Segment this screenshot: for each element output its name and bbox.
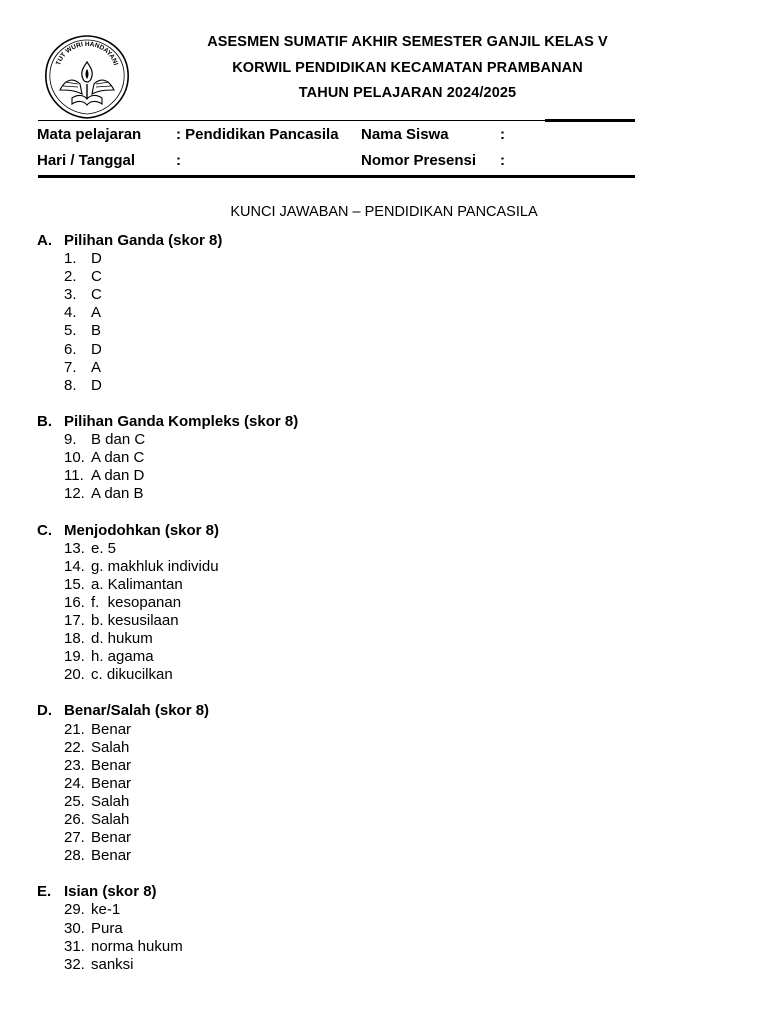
question-number: 1.	[64, 250, 77, 268]
question-number: 14.	[64, 557, 85, 575]
answer-item	[37, 630, 637, 648]
answer-text: e. 5	[91, 539, 117, 557]
section-letter: B.	[37, 412, 52, 430]
student-name-value: :	[500, 126, 505, 143]
answer-text: Benar	[91, 829, 132, 847]
answer-text: Salah	[91, 811, 130, 828]
answer-item	[37, 286, 637, 304]
section-title: Isian (skor 8)	[64, 883, 157, 901]
answer-text: C	[91, 268, 102, 286]
answer-item	[37, 739, 637, 757]
answer-text: norma hukum	[91, 937, 183, 955]
answer-text: ke-1	[91, 901, 121, 919]
answer-item	[37, 467, 637, 485]
header-title-line3: TAHUN PELAJARAN 2024/2025	[298, 85, 517, 101]
section-a	[37, 232, 637, 395]
answer-text: sanksi	[91, 955, 134, 973]
section-letter: E.	[37, 883, 52, 901]
answer-item	[37, 775, 637, 793]
answer-item	[37, 920, 637, 938]
question-number: 22.	[64, 738, 85, 756]
answer-text: B dan C	[91, 431, 146, 449]
section-letter: C.	[37, 521, 52, 539]
section-title: Pilihan Ganda (skor 8)	[64, 232, 223, 249]
header-divider-bottom	[38, 175, 635, 178]
answer-text: D	[91, 340, 102, 358]
answer-text: a. Kalimantan	[91, 575, 183, 593]
answer-text: g. makhluk individu	[91, 557, 219, 575]
answer-item	[37, 576, 637, 594]
question-number: 11.	[64, 467, 84, 485]
answer-text: f. kesopanan	[91, 593, 182, 611]
section-heading	[37, 702, 637, 720]
answer-text: Salah	[91, 738, 130, 756]
section-heading	[37, 232, 637, 250]
svg-text:TUT WURI HANDAYANI: TUT WURI HANDAYANI	[55, 40, 119, 67]
question-number: 19.	[64, 648, 85, 666]
question-number: 15.	[64, 575, 85, 593]
answer-item	[37, 268, 637, 286]
section-heading	[37, 413, 637, 431]
answer-item	[37, 612, 637, 630]
answer-text: h. agama	[91, 648, 154, 666]
question-number: 10.	[64, 449, 85, 467]
question-number: 12.	[64, 485, 85, 503]
question-number: 9.	[64, 431, 77, 449]
answer-item	[37, 449, 637, 467]
question-number: 3.	[64, 286, 77, 304]
section-title: Menjodohkan (skor 8)	[64, 521, 220, 539]
answer-item	[37, 901, 637, 919]
question-number: 27.	[64, 829, 85, 847]
question-number: 13.	[64, 539, 85, 557]
answer-text: d. hukum	[91, 630, 153, 648]
student-name-label: Nama Siswa	[361, 126, 449, 143]
section-title: Benar/Salah (skor 8)	[64, 702, 210, 720]
question-number: 32.	[64, 955, 85, 973]
answer-text: Benar	[91, 847, 132, 865]
answer-key-list	[37, 232, 637, 974]
answer-item	[37, 250, 637, 268]
date-value: :	[176, 152, 181, 169]
question-number: 5.	[64, 322, 77, 340]
answer-item	[37, 359, 637, 377]
question-number: 28.	[64, 847, 85, 865]
answer-item	[37, 793, 637, 811]
answer-text: C	[91, 286, 102, 304]
answer-text: A dan D	[91, 467, 145, 485]
answer-item	[37, 341, 637, 359]
question-number: 26.	[64, 811, 85, 828]
answer-item	[37, 721, 637, 739]
tut-wuri-handayani-logo	[42, 32, 132, 122]
question-number: 25.	[64, 792, 85, 810]
answer-item	[37, 485, 637, 503]
answer-text: Benar	[91, 774, 132, 792]
answer-item	[37, 956, 637, 974]
header-divider-top-accent	[545, 119, 635, 122]
question-number: 18.	[64, 630, 85, 648]
header-title-line2: KORWIL PENDIDIKAN KECAMATAN PRAMBANAN	[232, 60, 583, 76]
question-number: 2.	[64, 268, 77, 286]
answer-text: b. kesusilaan	[91, 611, 179, 629]
question-number: 7.	[64, 358, 77, 376]
answer-key-title: KUNCI JAWABAN – PENDIDIKAN PANCASILA	[230, 204, 538, 220]
answer-text: Benar	[91, 720, 132, 738]
question-number: 21.	[64, 720, 85, 738]
answer-text: D	[91, 250, 102, 268]
question-number: 17.	[64, 611, 85, 629]
subject-value: : Pendidikan Pancasila	[176, 126, 339, 143]
answer-text: Benar	[91, 756, 132, 774]
answer-text: c. dikucilkan	[91, 666, 173, 684]
section-c	[37, 522, 637, 685]
answer-text: A dan B	[91, 485, 144, 503]
header-title-line1: ASESMEN SUMATIF AKHIR SEMESTER GANJIL KELAS V	[207, 34, 608, 50]
question-number: 29.	[64, 901, 85, 919]
answer-item	[37, 757, 637, 775]
question-number: 20.	[64, 666, 85, 684]
section-letter: A.	[37, 232, 52, 249]
answer-item	[37, 304, 637, 322]
answer-item	[37, 540, 637, 558]
section-heading	[37, 522, 637, 540]
section-heading	[37, 883, 637, 901]
question-number: 4.	[64, 304, 77, 322]
answer-item	[37, 938, 637, 956]
answer-text: Salah	[91, 792, 130, 810]
answer-text: A	[91, 304, 102, 322]
section-b	[37, 413, 637, 503]
question-number: 30.	[64, 919, 85, 937]
question-number: 24.	[64, 774, 85, 792]
answer-text: B	[91, 322, 102, 340]
answer-item	[37, 594, 637, 612]
answer-item	[37, 648, 637, 666]
answer-item	[37, 322, 637, 340]
answer-text: Pura	[91, 919, 123, 937]
section-letter: D.	[37, 702, 52, 720]
question-number: 31.	[64, 937, 85, 955]
answer-text: A	[91, 358, 102, 376]
answer-item	[37, 847, 637, 865]
question-number: 16.	[64, 593, 85, 611]
date-label: Hari / Tanggal	[37, 152, 136, 169]
attendance-number-value: :	[500, 152, 505, 169]
answer-text: D	[91, 376, 102, 394]
question-number: 6.	[64, 340, 77, 358]
answer-item	[37, 666, 637, 684]
question-number: 8.	[64, 376, 77, 394]
subject-label: Mata pelajaran	[37, 126, 142, 143]
question-number: 23.	[64, 756, 85, 774]
answer-item	[37, 377, 637, 395]
section-d	[37, 702, 637, 865]
answer-text: A dan C	[91, 449, 145, 467]
answer-item	[37, 829, 637, 847]
section-title: Pilihan Ganda Kompleks (skor 8)	[64, 412, 299, 430]
answer-item	[37, 431, 637, 449]
attendance-number-label: Nomor Presensi	[361, 152, 477, 169]
answer-item	[37, 558, 637, 576]
section-e	[37, 883, 637, 973]
answer-item	[37, 811, 637, 829]
